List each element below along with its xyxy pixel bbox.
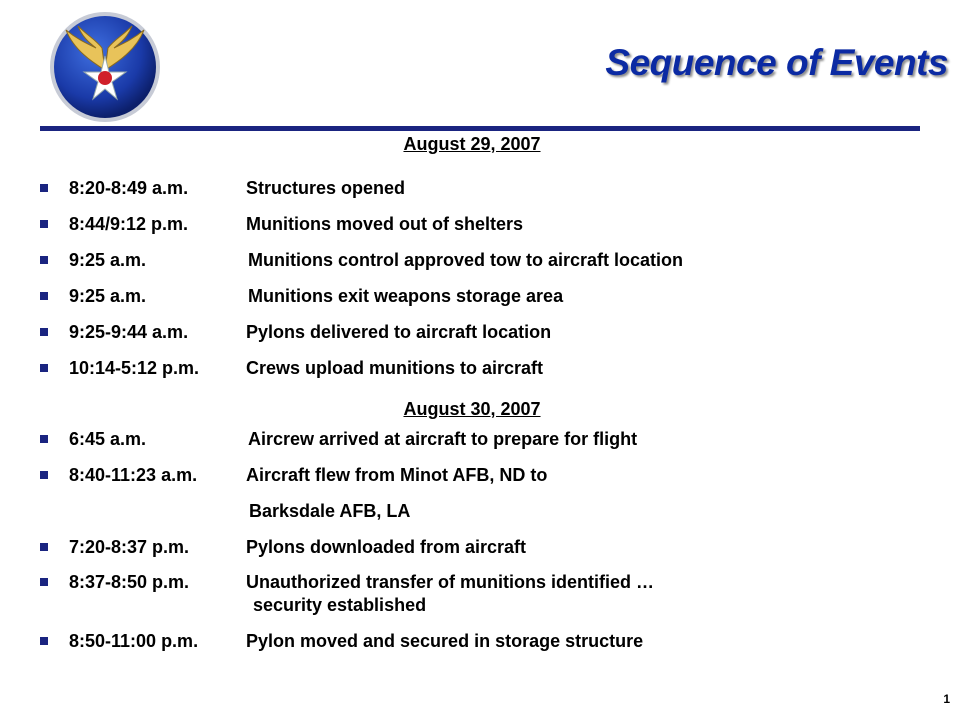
event-description: Pylons delivered to aircraft location: [246, 322, 552, 342]
event-description: Crews upload munitions to aircraft: [246, 358, 544, 378]
event-time: 7:20-8:37 p.m.: [69, 537, 190, 557]
event-description-continuation: Barksdale AFB, LA: [249, 501, 411, 521]
list-item: [0, 537, 960, 561]
list-item: [0, 358, 960, 382]
square-bullet-icon: [40, 184, 48, 192]
square-bullet-icon: [40, 471, 48, 479]
square-bullet-icon: [40, 292, 48, 300]
event-description: Aircraft flew from Minot AFB, ND to: [246, 465, 548, 485]
square-bullet-icon: [40, 637, 48, 645]
square-bullet-icon: [40, 543, 48, 551]
event-time: 8:44/9:12 p.m.: [69, 214, 189, 234]
slide-title: Sequence of Events: [605, 42, 948, 83]
list-item: [0, 631, 960, 655]
list-item: [0, 250, 960, 274]
square-bullet-icon: [40, 435, 48, 443]
event-time: 8:50-11:00 p.m.: [69, 631, 199, 651]
event-time: 9:25 a.m.: [69, 286, 147, 306]
page-number: 1: [943, 692, 950, 706]
event-description: Pylons downloaded from aircraft: [246, 537, 527, 557]
date-heading-day1: August 29, 2007: [403, 134, 541, 154]
list-item: [0, 465, 960, 489]
event-description: Structures opened: [246, 178, 406, 198]
event-description: Munitions exit weapons storage area: [248, 286, 564, 306]
list-item: [0, 572, 960, 596]
event-description: Aircrew arrived at aircraft to prepare for flight: [248, 429, 638, 449]
square-bullet-icon: [40, 364, 48, 372]
list-item: [0, 322, 960, 346]
square-bullet-icon: [40, 220, 48, 228]
event-description: Unauthorized transfer of munitions identified …: [246, 572, 655, 592]
winged-star-icon: [48, 10, 162, 124]
list-item: [0, 286, 960, 310]
air-force-emblem-logo: [48, 10, 162, 124]
list-item: [0, 178, 960, 202]
event-description: Munitions moved out of shelters: [246, 214, 524, 234]
event-time: 8:20-8:49 a.m.: [69, 178, 189, 198]
list-item: [0, 429, 960, 453]
event-time: 9:25-9:44 a.m.: [69, 322, 189, 342]
event-time: 8:40-11:23 a.m.: [69, 465, 198, 485]
square-bullet-icon: [40, 328, 48, 336]
event-time: 10:14-5:12 p.m.: [69, 358, 200, 378]
event-description-continuation: security established: [253, 595, 427, 615]
event-description: Pylon moved and secured in storage structure: [246, 631, 644, 651]
event-time: 6:45 a.m.: [69, 429, 147, 449]
event-time: 8:37-8:50 p.m.: [69, 572, 190, 592]
event-time: 9:25 a.m.: [69, 250, 147, 270]
list-item: [0, 214, 960, 238]
event-description: Munitions control approved tow to aircraft location: [248, 250, 684, 270]
title-divider: [40, 126, 920, 131]
square-bullet-icon: [40, 578, 48, 586]
date-heading-day2: August 30, 2007: [403, 399, 541, 419]
square-bullet-icon: [40, 256, 48, 264]
